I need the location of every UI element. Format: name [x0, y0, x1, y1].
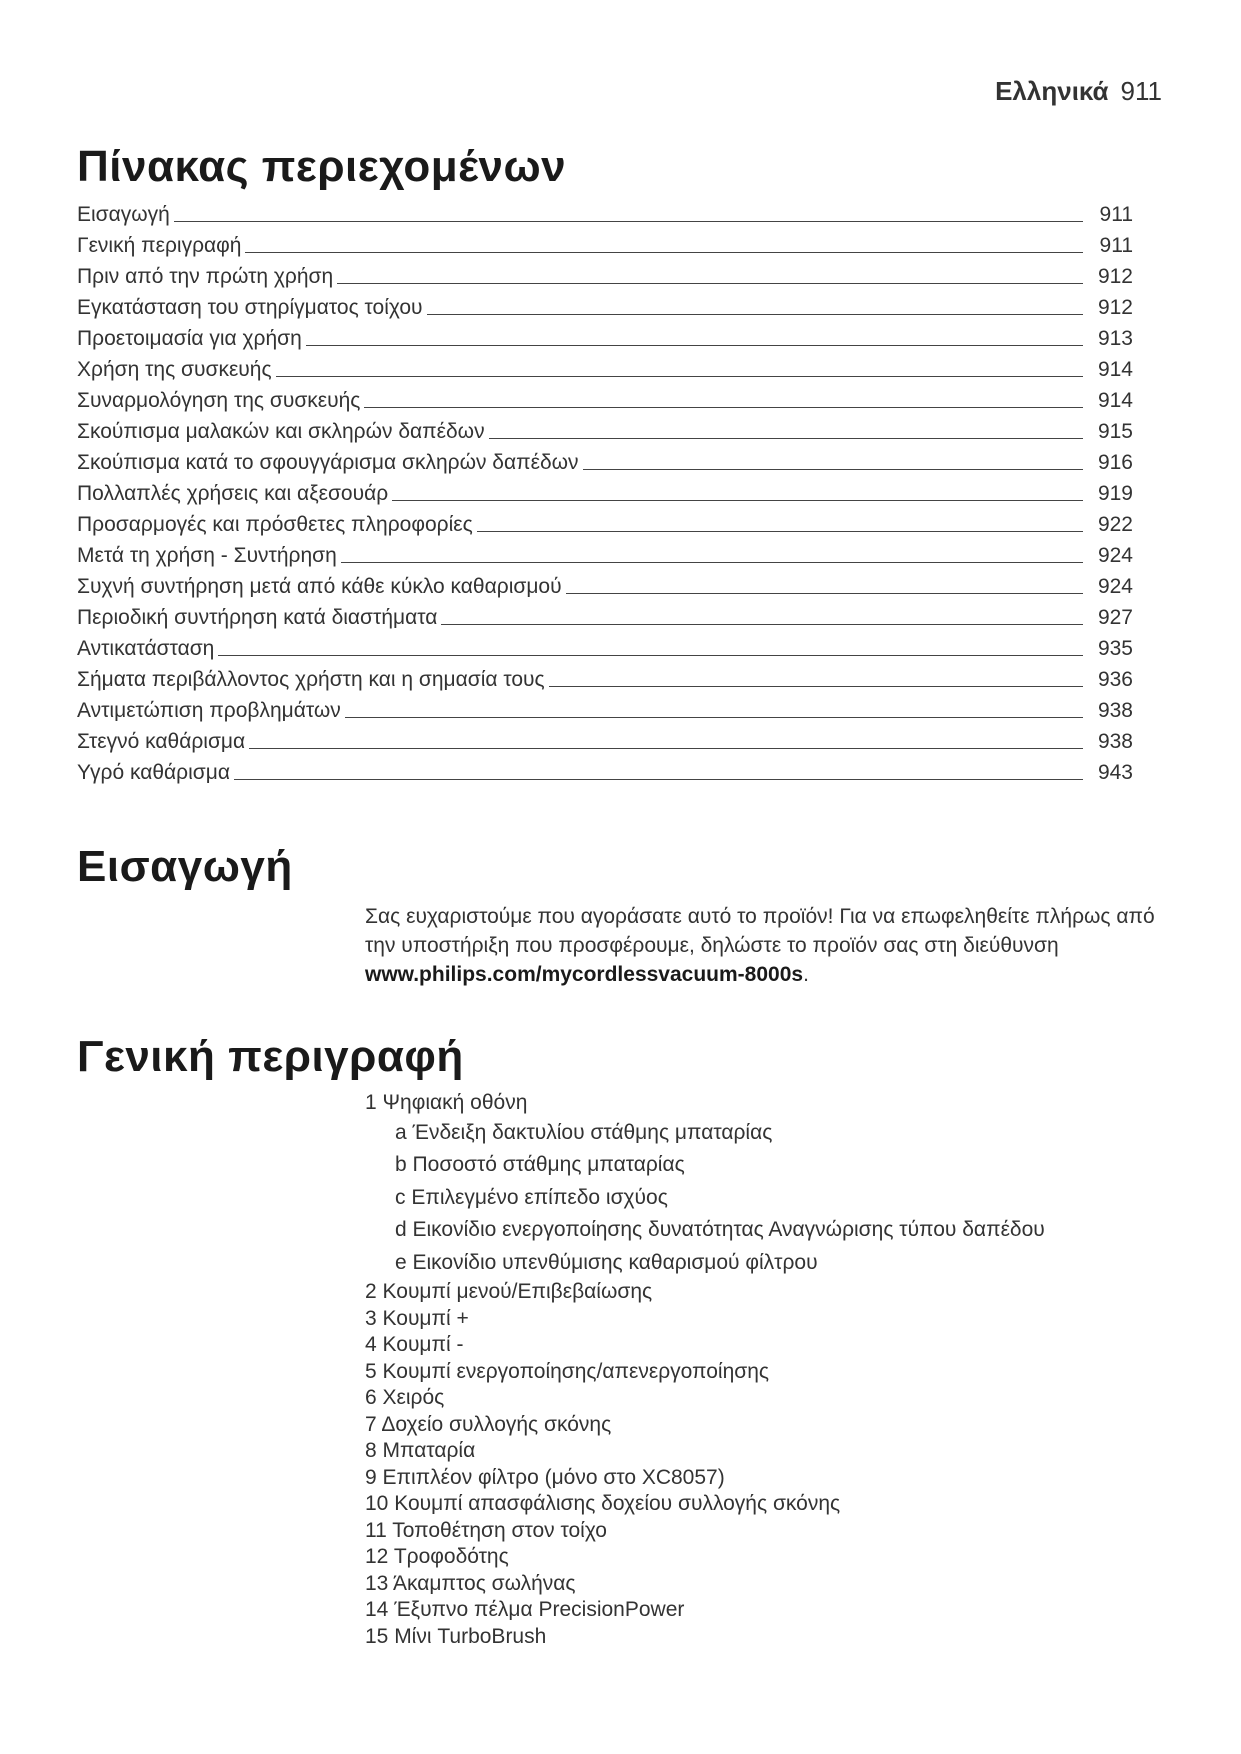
overview-item: 8 Μπαταρία	[365, 1439, 476, 1462]
toc-entry[interactable]	[77, 351, 1133, 382]
toc-entry-page: 924	[1097, 544, 1133, 567]
toc-entry[interactable]	[77, 754, 1133, 785]
toc-leader-line	[276, 376, 1083, 377]
toc-leader-line	[345, 717, 1083, 718]
overview-subitem: c Επιλεγμένο επίπεδο ισχύος	[395, 1185, 668, 1209]
toc-entry-label: Σκούπισμα μαλακών και σκληρών δαπέδων	[77, 420, 485, 443]
intro-text: Σας ευχαριστούμε που αγοράσατε αυτό το προϊόν! Για να επωφεληθείτε πλήρως από την υποστήριξη που προσφέρουμε, δηλώστε το προϊόν σας στη διεύθυνση	[365, 905, 1155, 957]
toc-entry[interactable]	[77, 568, 1133, 599]
toc-leader-line	[364, 407, 1083, 408]
registration-url[interactable]: www.philips.com/mycordlessvacuum-8000s	[365, 963, 804, 986]
toc-entry-page: 936	[1097, 668, 1133, 691]
overview-item: 12 Τροφοδότης	[365, 1545, 509, 1568]
overview-subitem: b Ποσοστό στάθμης μπαταρίας	[395, 1153, 685, 1176]
toc-leader-line	[174, 221, 1083, 222]
toc-entry[interactable]	[77, 537, 1133, 568]
toc-entry-label: Πριν από την πρώτη χρήση	[77, 265, 334, 288]
toc-entry-label: Χρήση της συσκευής	[77, 358, 272, 381]
toc-entry-label: Εγκατάσταση του στηρίγματος τοίχου	[77, 296, 423, 319]
intro-paragraph	[365, 902, 1175, 989]
toc-leader-line	[337, 283, 1083, 284]
toc-leader-line	[427, 314, 1084, 315]
overview-subitem: e Εικονίδιο υπενθύμισης καθαρισμού φίλτρου	[395, 1250, 818, 1274]
overview-item: 5 Κουμπί ενεργοποίησης/απενεργοποίησης	[365, 1359, 770, 1383]
toc-entry-label: Αντικατάσταση	[77, 637, 215, 660]
toc-leader-line	[218, 655, 1083, 656]
toc-entry-label: Προσαρμογές και πρόσθετες πληροφορίες	[77, 513, 473, 536]
toc-entry[interactable]	[77, 692, 1133, 723]
toc-entry-page: 913	[1097, 327, 1133, 350]
toc-entry-page: 914	[1097, 389, 1133, 412]
overview-title: Γενική περιγραφή	[77, 1032, 464, 1081]
overview-item: 7 Δοχείο συλλογής σκόνης	[365, 1412, 612, 1436]
toc-leader-line	[249, 748, 1083, 749]
overview-item: 10 Κουμπί απασφάλισης δοχείου συλλογής σκόνης	[365, 1492, 841, 1515]
overview-item: 6 Χειρός	[365, 1386, 445, 1409]
toc-entry-page: 927	[1097, 606, 1133, 629]
intro-title: Εισαγωγή	[77, 842, 293, 891]
toc-entry[interactable]	[77, 413, 1133, 444]
toc-leader-line	[392, 500, 1083, 501]
toc-entry-page: 912	[1097, 265, 1133, 288]
toc-entry-page: 935	[1097, 637, 1133, 660]
toc-entry-page: 912	[1097, 296, 1133, 319]
toc-entry-label: Σκούπισμα κατά το σφουγγάρισμα σκληρών δαπέδων	[77, 451, 579, 474]
toc-leader-line	[234, 779, 1083, 780]
toc-entry-label: Σήματα περιβάλλοντος χρήστη και η σημασία τους	[77, 668, 545, 691]
overview-subitem: d Εικονίδιο ενεργοποίησης δυνατότητας Αναγνώρισης τύπου δαπέδου	[395, 1218, 1045, 1241]
toc-entry[interactable]	[77, 196, 1133, 227]
toc-entry[interactable]	[77, 506, 1133, 537]
toc-entry-page: 922	[1097, 513, 1133, 536]
overview-item: 9 Επιπλέον φίλτρο (μόνο στο XC8057)	[365, 1465, 725, 1489]
toc-entry-label: Πολλαπλές χρήσεις και αξεσουάρ	[77, 482, 389, 505]
toc-entry[interactable]	[77, 320, 1133, 351]
toc-entry[interactable]	[77, 289, 1133, 320]
toc-entry-label: Μετά τη χρήση - Συντήρηση	[77, 544, 337, 567]
toc-title: Πίνακας περιεχομένων	[77, 142, 567, 191]
table-of-contents	[77, 196, 1133, 785]
toc-entry-label: Εισαγωγή	[77, 203, 170, 226]
toc-entry-label: Υγρό καθάρισμα	[77, 761, 230, 784]
toc-entry-page: 924	[1097, 575, 1133, 598]
toc-entry[interactable]	[77, 661, 1133, 692]
page-header	[995, 76, 1162, 107]
overview-item: 15 Μίνι TurboBrush	[365, 1624, 547, 1648]
overview-item: 4 Κουμπί -	[365, 1333, 464, 1356]
toc-entry-page: 911	[1099, 203, 1133, 226]
toc-entry[interactable]	[77, 630, 1133, 661]
overview-subitem: a Ένδειξη δακτυλίου στάθμης μπαταρίας	[395, 1120, 773, 1144]
toc-entry-page: 938	[1097, 699, 1133, 722]
overview-item: 11 Τοποθέτηση στον τοίχο	[365, 1518, 607, 1542]
toc-entry[interactable]	[77, 599, 1133, 630]
toc-leader-line	[549, 686, 1083, 687]
toc-entry[interactable]	[77, 227, 1133, 258]
toc-leader-line	[583, 469, 1083, 470]
language-label: Ελληνικά	[995, 76, 1109, 106]
toc-entry-page: 911	[1099, 234, 1133, 257]
overview-item: 2 Κουμπί μενού/Επιβεβαίωσης	[365, 1280, 653, 1303]
overview-item: 3 Κουμπί +	[365, 1306, 469, 1330]
toc-leader-line	[489, 438, 1083, 439]
intro-end: .	[803, 963, 809, 986]
overview-list	[365, 1090, 1185, 1650]
toc-entry-label: Συχνή συντήρηση μετά από κάθε κύκλο καθαρισμού	[77, 575, 562, 598]
page-number: 911	[1120, 76, 1162, 106]
overview-item: 13 Άκαμπτος σωλήνας	[365, 1571, 576, 1595]
toc-entry-page: 919	[1097, 482, 1133, 505]
toc-entry[interactable]	[77, 444, 1133, 475]
toc-entry-label: Συναρμολόγηση της συσκευής	[77, 389, 361, 412]
toc-leader-line	[306, 345, 1083, 346]
toc-entry-page: 915	[1097, 420, 1133, 443]
overview-item: 1 Ψηφιακή οθόνη	[365, 1091, 528, 1114]
toc-entry-label: Προετοιμασία για χρήση	[77, 327, 302, 350]
toc-entry[interactable]	[77, 475, 1133, 506]
toc-entry-page: 916	[1097, 451, 1133, 474]
toc-entry[interactable]	[77, 258, 1133, 289]
toc-leader-line	[341, 562, 1083, 563]
toc-entry[interactable]	[77, 382, 1133, 413]
toc-leader-line	[477, 531, 1083, 532]
toc-entry-page: 914	[1097, 358, 1133, 381]
toc-entry[interactable]	[77, 723, 1133, 754]
overview-item: 14 Έξυπνο πέλμα PrecisionPower	[365, 1598, 685, 1621]
toc-entry-label: Γενική περιγραφή	[77, 234, 242, 257]
toc-entry-label: Περιοδική συντήρηση κατά διαστήματα	[77, 606, 438, 629]
toc-entry-label: Αντιμετώπιση προβλημάτων	[77, 699, 341, 722]
toc-leader-line	[245, 252, 1083, 253]
toc-leader-line	[441, 624, 1083, 625]
toc-entry-label: Στεγνό καθάρισμα	[77, 730, 246, 753]
toc-entry-page: 938	[1097, 730, 1133, 753]
toc-leader-line	[566, 593, 1083, 594]
toc-entry-page: 943	[1097, 761, 1133, 784]
